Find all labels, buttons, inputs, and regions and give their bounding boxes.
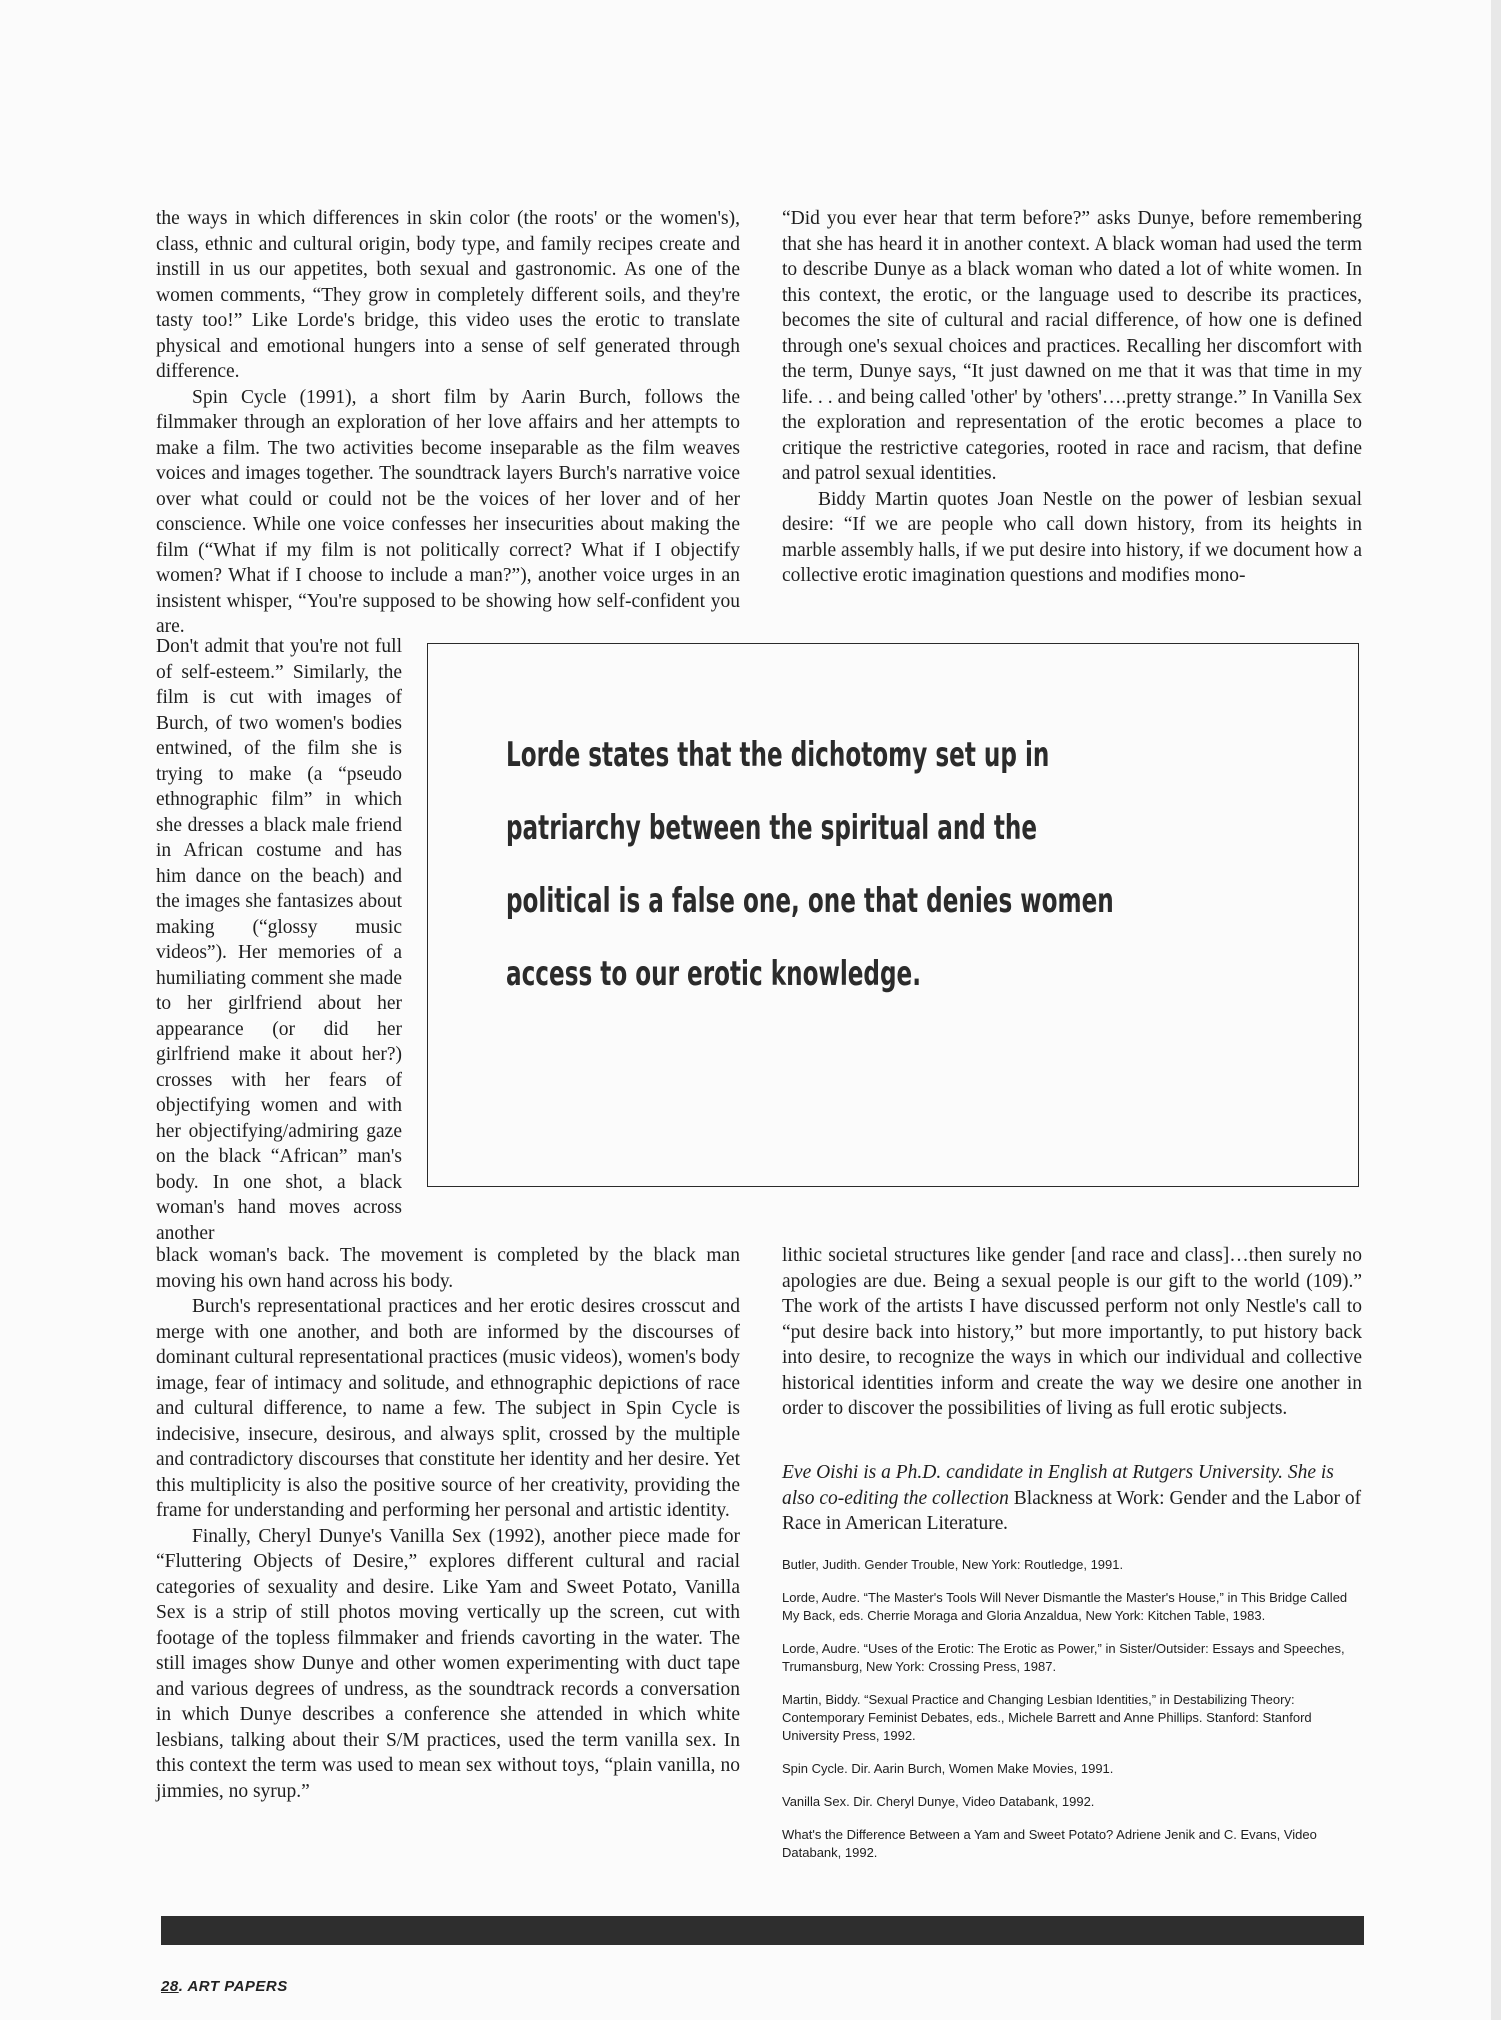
body-paragraph: Spin Cycle (1991), a short film by Aarin Burch, follows the filmmaker through an exploration of her love affairs and her attempts to make a film. The two activities become inseparable as the film weaves voices and images together. The soundtrack layers Burch's narrative voice over what could or could not be the voices of her lover and of her conscience. While one voice confesses her insecurities about making the film (“What if my film is not politically correct? What if I objectify women? What if I choose to include a man?”), another voice urges in an insistent whisper, “You're supposed to be showing how self-confident you are. xyxy=(156,386,740,637)
pull-quote-box xyxy=(427,643,1359,1187)
body-paragraph: Burch's representational practices and her erotic desires crosscut and merge with one another, and both are informed by the discourses of dominant cultural representational practices (music videos), women's body image, fear of intimacy and solitude, and ethnographic depictions of race and cultural difference, to name a few. The subject in Spin Cycle is indecisive, insecure, desirous, and always split, crossed by the multiple and contradictory discourses that constitute her identity and her desire. Yet this multiplicity is also the positive source of her creativity, providing the frame for understanding and performing her personal and artistic identity. xyxy=(156,1296,741,1521)
body-paragraph: Finally, Cheryl Dunye's Vanilla Sex (1992), another piece made for “Fluttering Objects of Desire,” explores different cultural and racial categories of sexuality and desire. Like Yam and Sweet Potato, Vanilla Sex is a strip of still photos moving vertically up the screen, cut with footage of the topless filmmaker and friends cavorting in the water. The still images show Dunye and other women experimenting with duct tape and various degrees of undress, as the soundtrack records a conversation in which Dunye describes a conference she attended in which white lesbians, talking about their S/M practices, used the term vanilla sex. In this context the term was used to mean sex without toys, “plain vanilla, no jimmies, no syrup.” xyxy=(156,1525,740,1802)
reference-item: Lorde, Audre. “The Master's Tools Will Never Dismantle the Master's House,” in This Bridge Called My Back, eds. Cherrie Moraga and Gloria Anzaldua, New York: Kitchen Table, 1983. xyxy=(782,1590,1348,1623)
scan-edge xyxy=(1491,0,1501,2020)
right-column-bottom xyxy=(782,1243,1362,1422)
author-bio-text: Eve Oishi is a Ph.D. candidate in English at Rutgers University. She is also co-editing the collection xyxy=(782,1462,1334,1509)
body-paragraph: the ways in which differences in skin color (the roots' or the women's), class, ethnic and cultural origin, body type, and family recipes create and instill in us our appetites, both sexual and gastronomic. As one of the women comments, “They grow in completely different soils, and they're tasty too!” Like Lorde's bridge, this video uses the erotic to translate physical and emotional hungers into a sense of self generated through difference. xyxy=(156,208,740,382)
left-column-top xyxy=(156,206,740,640)
pull-quote-line: patriarchy between the spiritual and the xyxy=(506,808,1038,848)
pull-quote xyxy=(506,719,1114,1011)
body-paragraph: Biddy Martin quotes Joan Nestle on the power of lesbian sexual desire: “If we are people who call down history, from its heights in marble assembly halls, if we put desire into history, if we document how a collective erotic imagination questions and modifies mono- xyxy=(782,488,1362,586)
body-paragraph: black woman's back. The movement is completed by the black man moving his own hand across his body. xyxy=(156,1245,740,1292)
reference-item: What's the Difference Between a Yam and Sweet Potato? Adriene Jenik and C. Evans, Video Databank, 1992. xyxy=(782,1827,1317,1860)
pull-quote-line: political is a false one, one that denies women xyxy=(506,881,1114,921)
page-number: 28 xyxy=(161,1978,179,1995)
publication-name: . ART PAPERS xyxy=(178,1978,288,1995)
body-paragraph: lithic societal structures like gender [and race and class]…then surely no apologies are due. Being a sexual people is our gift to the world (109).” The work of the artists I have discussed perform not only Nestle's call to “put desire back into history,” but more importantly, to put history back into desire, to recognize the ways in which our individual and collective historical identities inform and create the way we desire one another in order to discover the possibilities of living as full erotic subjects. xyxy=(782,1245,1362,1419)
left-column-bottom xyxy=(156,1243,740,1804)
footer-rule-bar xyxy=(161,1916,1364,1945)
left-column-wrap xyxy=(156,634,402,1246)
reference-item: Spin Cycle. Dir. Aarin Burch, Women Make Movies, 1991. xyxy=(782,1761,1114,1776)
author-bio-end: . xyxy=(1003,1513,1009,1534)
references-list xyxy=(782,1556,1362,1877)
body-paragraph: “Did you ever hear that term before?” asks Dunye, before remembering that she has heard it in another context. A black woman had used the term to describe Dunye as a black woman who dated a lot of white women. In this context, the erotic, or the language used to describe its practices, becomes the site of cultural and racial difference, of how one is defined through one's sexual choices and practices. Recalling her discomfort with the term, Dunye says, “It just dawned on me that it was that time in my life. . . and being called 'other' by 'others'….pretty strange.” In Vanilla Sex the exploration and representation of the erotic becomes a place to critique the restrictive categories, rooted in race and racism, that define and patrol sexual identities. xyxy=(782,208,1362,484)
right-column-top xyxy=(782,206,1362,589)
reference-item: Butler, Judith. Gender Trouble, New York: Routledge, 1991. xyxy=(782,1557,1124,1572)
reference-item: Vanilla Sex. Dir. Cheryl Dunye, Video Databank, 1992. xyxy=(782,1794,1095,1809)
author-bio xyxy=(782,1460,1362,1537)
page-folio xyxy=(161,1978,288,1995)
reference-item: Lorde, Audre. “Uses of the Erotic: The Erotic as Power,” in Sister/Outsider: Essays and Speeches, Trumansburg, New York: Crossing Press, 1987. xyxy=(782,1641,1345,1674)
pull-quote-line: access to our erotic knowledge. xyxy=(506,954,921,994)
pull-quote-line: Lorde states that the dichotomy set up in xyxy=(506,735,1050,775)
body-paragraph: Don't admit that you're not full of self-esteem.” Similarly, the film is cut with images of Burch, of two women's bodies entwined, of the film she is trying to make (a “pseudo ethnographic film” in which she dresses a black male friend in African costume and has him dance on the beach) and the images she fantasizes about making (“glossy music videos”). Her memories of a humiliating comment she made to her girlfriend about her appearance (or did her girlfriend make it about her?) crosses with her fears of objectifying women and with her objectifying/admiring gaze on the black “African” man's body. In one shot, a black woman's hand moves across another xyxy=(156,636,402,1244)
reference-item: Martin, Biddy. “Sexual Practice and Changing Lesbian Identities,” in Destabilizing Theory: Contemporary Feminist Debates, eds., Michele Barrett and Anne Phillips. Stanford: Stanford University Press, 1992. xyxy=(782,1692,1312,1743)
book-title: Blackness at Work: Gender and the Labor of Race in American Literature xyxy=(782,1487,1362,1534)
